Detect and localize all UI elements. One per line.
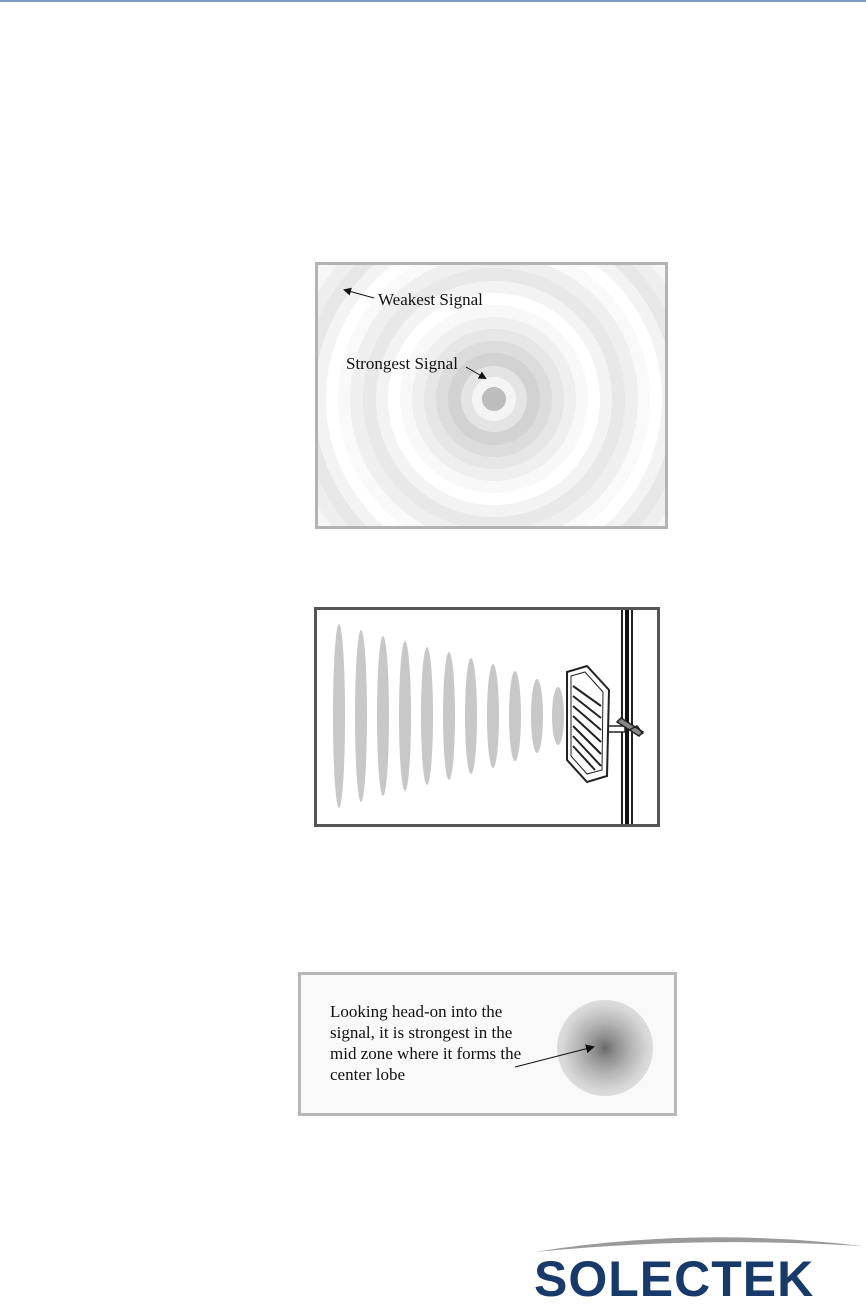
wave-2 <box>355 630 367 802</box>
weakest-arrow <box>345 290 374 298</box>
wave-9 <box>509 671 521 761</box>
wave-1 <box>333 624 345 808</box>
wave-5 <box>421 647 433 785</box>
center-lobe-caption: Looking head-on into the signal, it is strongest in the mid zone where it forms the center lobe <box>330 1002 522 1084</box>
mounting-pole <box>621 610 633 824</box>
solectek-logo <box>528 1232 866 1307</box>
header-rule <box>0 0 866 2</box>
wave-3 <box>377 636 389 796</box>
antenna-wave-figure <box>314 607 660 827</box>
antenna-wave-drawing <box>317 610 657 824</box>
signal-waves <box>333 624 564 808</box>
panel-antenna <box>567 666 609 782</box>
wave-6 <box>443 652 455 780</box>
strongest-arrow <box>466 367 485 378</box>
signal-strength-rings-figure <box>315 262 668 529</box>
center-lobe-figure <box>298 972 677 1116</box>
wave-7 <box>465 658 477 774</box>
weakest-signal-label: Weakest Signal <box>378 290 483 309</box>
wave-10 <box>531 679 543 753</box>
logo-wordmark: SOLECTEK <box>534 1251 815 1307</box>
fig1-arrows <box>318 265 668 529</box>
wave-8 <box>487 664 499 768</box>
strongest-signal-label: Strongest Signal <box>346 354 458 373</box>
wave-4 <box>399 641 411 791</box>
wave-11 <box>552 687 564 745</box>
